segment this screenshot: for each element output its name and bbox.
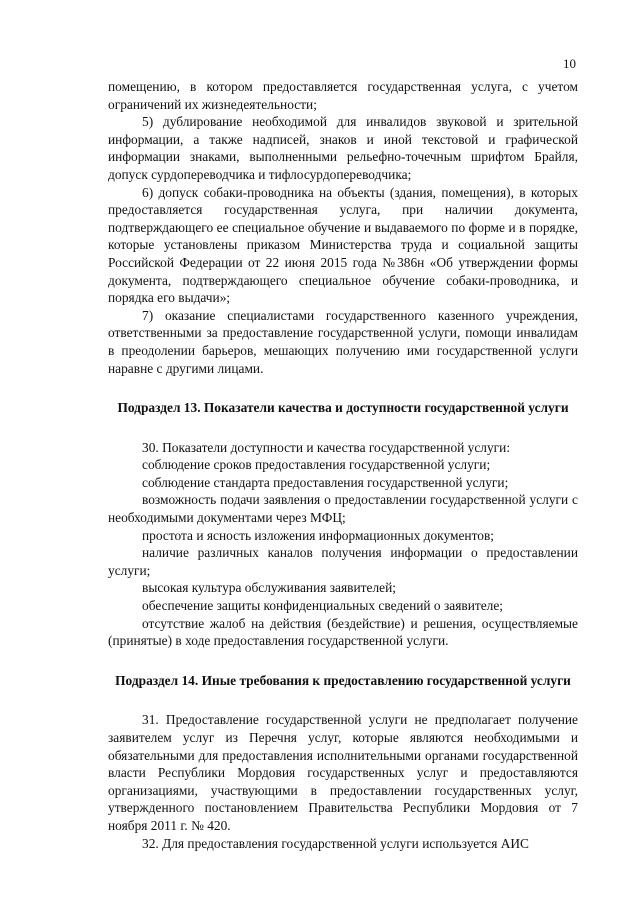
indicator-item: высокая культура обслуживания заявителей;: [142, 580, 396, 596]
indicator-item: возможность подачи заявления о предоставлении государственной услуги с необходимыми документами через МФЦ;: [108, 492, 578, 526]
indicator-item: простота и ясность изложения информационных документов;: [142, 527, 495, 543]
section-spacer: [108, 377, 578, 399]
indicator-item: обеспечение защиты конфиденциальных сведений о заявителе;: [142, 598, 503, 614]
paragraph-item-6: 6) допуск собаки-проводника на объекты (здания, помещения), в которых предоставляется государственная услуга, при наличии документа, подтверждающего ее специальное обучение и выдаваемого по форме и в порядке, которые установлены приказом Министерства труда и социальной защиты Российской Федерации от 22 июня 2015 года №386н «Об утверждении формы документа, подтверждающего специальное обучение собаки-проводника, и порядка его выдачи»;: [108, 184, 578, 306]
paragraph-32: 32. Для предоставления государственной услуги используется АИС: [142, 835, 529, 851]
page-number: 10: [563, 56, 576, 71]
section-spacer: [108, 650, 578, 672]
paragraph-30-intro: 30. Показатели доступности и качества государственной услуги:: [142, 439, 511, 455]
subsection-14-heading: Подраздел 14. Иные требования к предоставлению государственной услуги: [115, 672, 571, 688]
subsection-13-heading: Подраздел 13. Показатели качества и доступности государственной услуги: [117, 400, 569, 416]
indicator-item: соблюдение сроков предоставления государственной услуги;: [142, 457, 491, 473]
paragraph-accessibility-end: помещению, в котором предоставляется государственная услуга, с учетом ограничений их жизнедеятельности;: [108, 79, 578, 112]
indicator-item: наличие различных каналов получения информации о предоставлении услуги;: [108, 545, 578, 578]
paragraph-item-5: 5) дублирование необходимой для инвалидов звуковой и зрительной информации, а также надписей, знаков и иной текстовой и графической информации знаками, выполненными рельефно-точечным шрифтом Брайля, допуск сурдопереводчика и тифлосурдопереводчика;: [108, 114, 578, 182]
indicator-item: соблюдение стандарта предоставления государственной услуги;: [142, 474, 509, 490]
section-spacer: [108, 417, 578, 439]
paragraph-item-7: 7) оказание специалистами государственного казенного учреждения, ответственными за предоставление государственной услуги, помощи инвалидам в преодолении барьеров, мешающих получению ими государственной услуги наравне с другими лицами.: [108, 307, 578, 376]
section-spacer: [108, 689, 578, 711]
paragraph-31: 31. Предоставление государственной услуги не предполагает получение заявителем услуг из Перечня услуг, которые являются необходимыми и обязательными для предоставления исполнительными органами государственной власти Республики Мордовия государственных услуг и предоставляются организациями, участвующими в предоставлении государственных услуг, утвержденного постановлением Правительства Республики Мордовия от 7 ноября 2011 г. № 420.: [108, 712, 578, 833]
document-body: [108, 78, 578, 852]
indicator-item: отсутствие жалоб на действия (бездействие) и решения, осуществляемые (принятые) в ходе предоставления государственной услуги.: [108, 615, 578, 649]
